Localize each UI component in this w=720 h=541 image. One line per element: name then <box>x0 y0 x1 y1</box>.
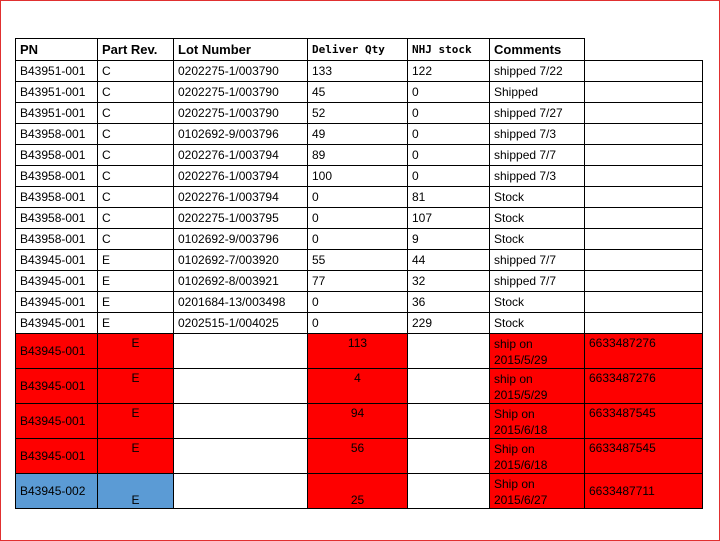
cell-extra: 6633487276 <box>585 369 703 404</box>
cell-deliver-qty: 0 <box>308 313 408 334</box>
cell-nhj-stock: 122 <box>408 61 490 82</box>
header-deliver-qty: Deliver Qty <box>308 39 408 61</box>
cell-comment: shipped 7/22 <box>490 61 585 82</box>
cell-deliver-qty: 52 <box>308 103 408 124</box>
cell-nhj-stock <box>408 334 490 369</box>
cell-deliver-qty: 0 <box>308 292 408 313</box>
cell-comment: shipped 7/7 <box>490 271 585 292</box>
cell-pn: B43945-002 <box>16 474 98 509</box>
cell-pn: B43951-001 <box>16 61 98 82</box>
cell-part-rev: C <box>98 229 174 250</box>
table-row <box>16 124 703 145</box>
table-row <box>16 229 703 250</box>
cell-deliver-qty: 55 <box>308 250 408 271</box>
cell-extra <box>585 82 703 103</box>
table-row <box>16 103 703 124</box>
table-row <box>16 271 703 292</box>
header-row <box>16 39 703 61</box>
cell-extra <box>585 229 703 250</box>
table-row <box>16 292 703 313</box>
cell-nhj-stock: 9 <box>408 229 490 250</box>
cell-deliver-qty: 94 <box>308 404 408 439</box>
cell-comment: ship on 2015/5/29 <box>490 369 585 404</box>
cell-pn: B43945-001 <box>16 439 98 474</box>
cell-extra: 6633487711 <box>585 474 703 509</box>
cell-part-rev: C <box>98 103 174 124</box>
cell-pn: B43945-001 <box>16 271 98 292</box>
cell-comment: shipped 7/7 <box>490 145 585 166</box>
cell-extra <box>585 187 703 208</box>
cell-extra <box>585 145 703 166</box>
cell-comment: Stock <box>490 187 585 208</box>
cell-deliver-qty: 89 <box>308 145 408 166</box>
cell-comment: Stock <box>490 208 585 229</box>
cell-part-rev: C <box>98 61 174 82</box>
cell-pn: B43958-001 <box>16 187 98 208</box>
cell-pn: B43945-001 <box>16 313 98 334</box>
cell-pn: B43945-001 <box>16 404 98 439</box>
cell-pn: B43958-001 <box>16 229 98 250</box>
cell-lot-number: 0202275-1/003795 <box>174 208 308 229</box>
cell-lot-number: 0202276-1/003794 <box>174 166 308 187</box>
header-nhj-stock: NHJ stock <box>408 39 490 61</box>
cell-part-rev: E <box>98 369 174 404</box>
cell-lot-number: 0202276-1/003794 <box>174 187 308 208</box>
cell-lot-number <box>174 369 308 404</box>
cell-lot-number: 0202515-1/004025 <box>174 313 308 334</box>
cell-comment: Stock <box>490 229 585 250</box>
cell-extra <box>585 208 703 229</box>
cell-part-rev: C <box>98 166 174 187</box>
cell-extra <box>585 124 703 145</box>
header-lot-number: Lot Number <box>174 39 308 61</box>
cell-nhj-stock: 229 <box>408 313 490 334</box>
cell-nhj-stock: 0 <box>408 145 490 166</box>
cell-pn: B43945-001 <box>16 369 98 404</box>
header-part-rev: Part Rev. <box>98 39 174 61</box>
cell-comment: shipped 7/27 <box>490 103 585 124</box>
cell-deliver-qty: 0 <box>308 229 408 250</box>
cell-comment: Shipped <box>490 82 585 103</box>
highlighted-row <box>16 439 703 474</box>
cell-nhj-stock: 0 <box>408 166 490 187</box>
cell-lot-number <box>174 334 308 369</box>
cell-pn: B43958-001 <box>16 145 98 166</box>
cell-extra <box>585 166 703 187</box>
cell-lot-number: 0102692-7/003920 <box>174 250 308 271</box>
table-row <box>16 313 703 334</box>
cell-nhj-stock: 81 <box>408 187 490 208</box>
cell-part-rev: C <box>98 124 174 145</box>
cell-deliver-qty: 4 <box>308 369 408 404</box>
header-pn: PN <box>16 39 98 61</box>
cell-deliver-qty: 45 <box>308 82 408 103</box>
cell-pn: B43958-001 <box>16 124 98 145</box>
cell-lot-number <box>174 439 308 474</box>
cell-comment: Ship on 2015/6/18 <box>490 439 585 474</box>
cell-comment: Stock <box>490 292 585 313</box>
cell-part-rev: E <box>98 334 174 369</box>
cell-pn: B43945-001 <box>16 334 98 369</box>
cell-lot-number: 0102692-8/003921 <box>174 271 308 292</box>
cell-nhj-stock: 44 <box>408 250 490 271</box>
cell-deliver-qty: 25 <box>308 474 408 509</box>
table-row <box>16 166 703 187</box>
cell-comment: Ship on 2015/6/27 <box>490 474 585 509</box>
cell-comment: shipped 7/3 <box>490 124 585 145</box>
cell-part-rev: E <box>98 474 174 509</box>
cell-nhj-stock: 107 <box>408 208 490 229</box>
cell-comment: Stock <box>490 313 585 334</box>
cell-nhj-stock <box>408 439 490 474</box>
highlighted-row <box>16 369 703 404</box>
cell-nhj-stock: 0 <box>408 124 490 145</box>
cell-pn: B43951-001 <box>16 103 98 124</box>
cell-part-rev: E <box>98 292 174 313</box>
highlighted-row <box>16 474 703 509</box>
cell-lot-number: 0202275-1/003790 <box>174 61 308 82</box>
cell-part-rev: C <box>98 187 174 208</box>
cell-lot-number: 0201684-13/003498 <box>174 292 308 313</box>
table-row <box>16 145 703 166</box>
cell-comment: shipped 7/3 <box>490 166 585 187</box>
table-row <box>16 82 703 103</box>
cell-extra: 6633487545 <box>585 439 703 474</box>
cell-pn: B43945-001 <box>16 250 98 271</box>
cell-part-rev: C <box>98 145 174 166</box>
cell-deliver-qty: 133 <box>308 61 408 82</box>
cell-nhj-stock: 36 <box>408 292 490 313</box>
highlighted-row <box>16 404 703 439</box>
cell-nhj-stock <box>408 369 490 404</box>
table-row <box>16 187 703 208</box>
cell-lot-number <box>174 474 308 509</box>
cell-lot-number: 0102692-9/003796 <box>174 229 308 250</box>
cell-pn: B43945-001 <box>16 292 98 313</box>
cell-nhj-stock: 0 <box>408 103 490 124</box>
cell-extra <box>585 103 703 124</box>
cell-extra <box>585 313 703 334</box>
cell-lot-number: 0202275-1/003790 <box>174 103 308 124</box>
cell-deliver-qty: 0 <box>308 187 408 208</box>
cell-extra <box>585 250 703 271</box>
cell-deliver-qty: 100 <box>308 166 408 187</box>
cell-deliver-qty: 0 <box>308 208 408 229</box>
cell-lot-number <box>174 404 308 439</box>
cell-lot-number: 0102692-9/003796 <box>174 124 308 145</box>
cell-comment: Ship on 2015/6/18 <box>490 404 585 439</box>
header-comments: Comments <box>490 39 585 61</box>
cell-extra <box>585 292 703 313</box>
cell-nhj-stock <box>408 474 490 509</box>
cell-part-rev: E <box>98 313 174 334</box>
cell-part-rev: E <box>98 271 174 292</box>
cell-pn: B43951-001 <box>16 82 98 103</box>
cell-nhj-stock: 32 <box>408 271 490 292</box>
table-row <box>16 208 703 229</box>
cell-lot-number: 0202275-1/003790 <box>174 82 308 103</box>
cell-extra <box>585 271 703 292</box>
cell-comment: ship on 2015/5/29 <box>490 334 585 369</box>
cell-nhj-stock <box>408 404 490 439</box>
cell-extra <box>585 61 703 82</box>
table-row <box>16 61 703 82</box>
cell-deliver-qty: 113 <box>308 334 408 369</box>
cell-part-rev: C <box>98 82 174 103</box>
cell-deliver-qty: 77 <box>308 271 408 292</box>
cell-deliver-qty: 49 <box>308 124 408 145</box>
delivery-table <box>15 38 703 509</box>
cell-deliver-qty: 56 <box>308 439 408 474</box>
cell-part-rev: E <box>98 439 174 474</box>
highlighted-row <box>16 334 703 369</box>
cell-lot-number: 0202276-1/003794 <box>174 145 308 166</box>
cell-extra: 6633487276 <box>585 334 703 369</box>
cell-pn: B43958-001 <box>16 208 98 229</box>
table-row <box>16 250 703 271</box>
cell-part-rev: E <box>98 404 174 439</box>
cell-comment: shipped 7/7 <box>490 250 585 271</box>
header-extra <box>585 39 703 61</box>
cell-part-rev: C <box>98 208 174 229</box>
cell-extra: 6633487545 <box>585 404 703 439</box>
cell-part-rev: E <box>98 250 174 271</box>
cell-nhj-stock: 0 <box>408 82 490 103</box>
cell-pn: B43958-001 <box>16 166 98 187</box>
